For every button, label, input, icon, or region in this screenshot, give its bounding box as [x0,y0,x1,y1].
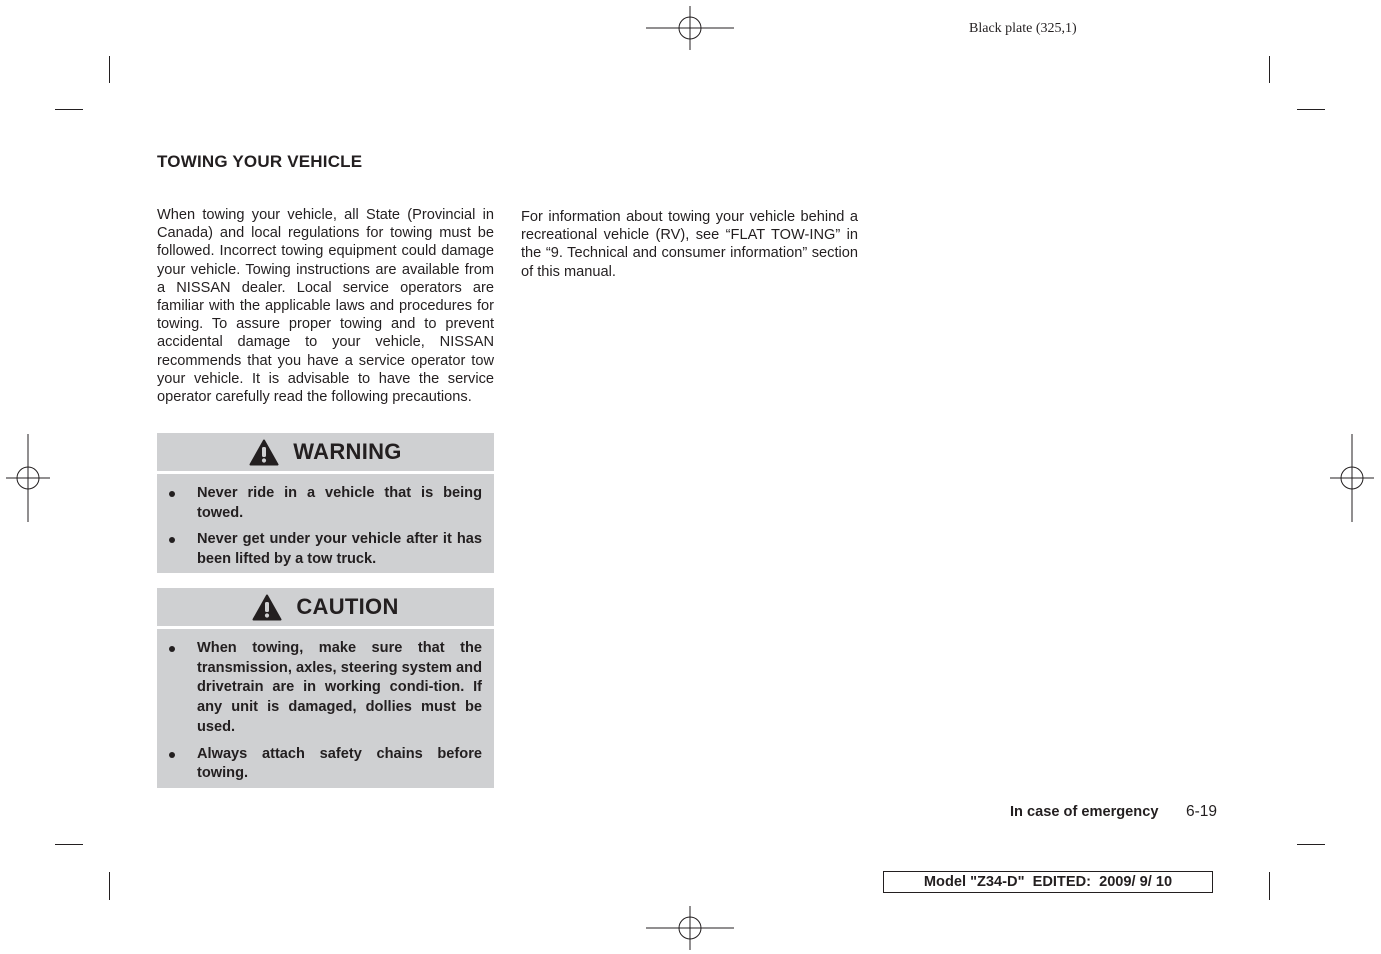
warning-triangle-icon [249,439,279,466]
bullet [169,491,175,497]
warning-header [157,433,494,471]
warning-title: WARNING [293,439,402,464]
registration-mark-right [1328,432,1376,524]
footer-section-title: In case of emergency [1010,804,1159,820]
warning-triangle-icon [252,594,282,621]
warning-body [157,474,494,573]
bullet [169,752,175,758]
bullet [169,646,175,652]
warning-list [157,484,482,570]
caution-body [157,629,494,788]
caution-header [157,588,494,626]
registration-mark-top [644,4,736,52]
page-number: 6-19 [1186,803,1218,820]
caution-list [157,639,482,784]
rv-towing-paragraph: For information about towing your vehicle behind a recreational vehicle (RV), see “FLAT TOW-ING” in the “9. Technical and consumer information” section of this manual. [521,209,858,280]
list-item: When towing, make sure that the transmission, axles, steering system and drivetrain are in working condi-tion. If any unit is damaged, dollies must be used. [157,639,482,738]
plate-label: Black plate (325,1) [969,21,1077,36]
model-edited-stamp: Model " Z34-D " EDITED: 2009/ 9/ 10 [883,871,1213,893]
registration-mark-left [4,432,52,524]
list-item: Never get under your vehicle after it has been lifted by a tow truck. [157,530,482,569]
model-code: Z34-D [977,874,1018,890]
registration-mark-bottom [644,904,736,952]
caution-title: CAUTION [296,594,399,619]
list-item: Always attach safety chains before towing. [157,745,482,784]
intro-paragraph: When towing your vehicle, all State (Provincial in Canada) and local regulations for towing must be followed. Incorrect towing equipment could damage your vehicle. Towing instructions are available from a NISSAN dealer. Local service operators are familiar with the applicable laws and procedures for towing. To assure proper towing and to prevent accidental damage to your vehicle, NISSAN recommends that you have a service operator tow your vehicle. It is advisable to have the service operator carefully read the following precautions. [157,207,494,406]
section-heading: TOWING YOUR VEHICLE [157,152,363,171]
list-item: Never ride in a vehicle that is being towed. [157,484,482,523]
bullet [169,537,175,543]
